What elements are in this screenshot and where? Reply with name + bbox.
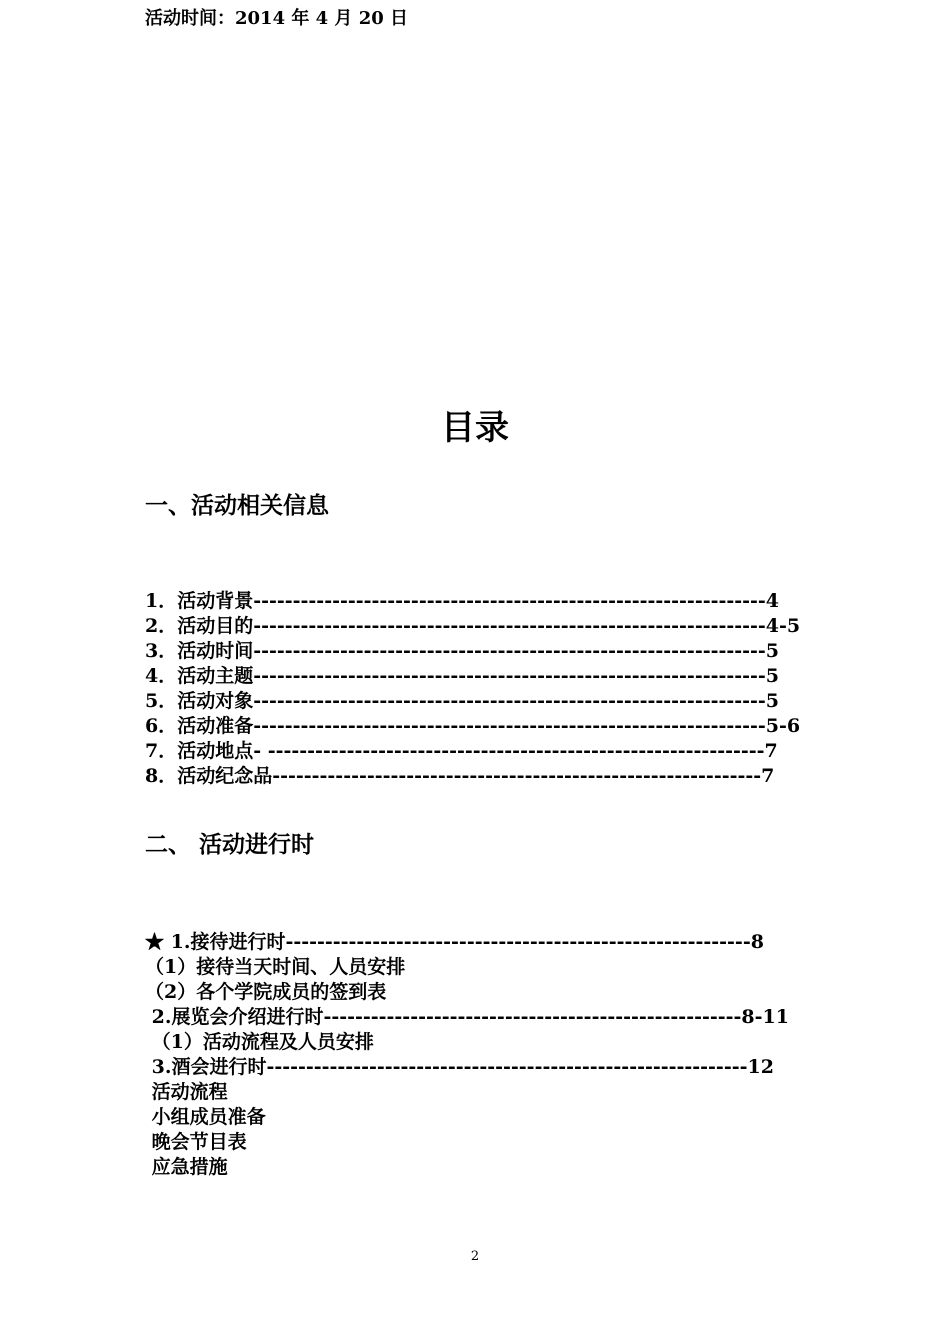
toc-subitem-emergency: 应急措施 bbox=[145, 1156, 228, 1178]
section-heading-activity-info: 一、活动相关信息 bbox=[145, 492, 329, 519]
toc-item-souvenir: 8．活动纪念品--------------------------------------------------------------7 bbox=[145, 765, 775, 787]
toc-item-audience: 5．活动对象-----------------------------------------------------------------5 bbox=[145, 690, 780, 712]
toc-title: 目录 bbox=[441, 408, 509, 448]
toc-item-reception: ★ 1.接待进行时-----------------------------------------------------------8 bbox=[145, 931, 764, 953]
toc-item-purpose: 2．活动目的-----------------------------------------------------------------4-5 bbox=[145, 615, 801, 637]
toc-subitem-team-prep: 小组成员准备 bbox=[145, 1106, 266, 1128]
activity-date-line: 活动时间：2014 年 4 月 20 日 bbox=[145, 8, 409, 29]
toc-subitem-party-flow: 活动流程 bbox=[145, 1081, 228, 1103]
toc-item-exhibition: 2.展览会介绍进行时-----------------------------------------------------8-11 bbox=[145, 1006, 789, 1028]
page-number: 2 bbox=[470, 1249, 480, 1264]
toc-subitem-signin-sheet: （2）各个学院成员的签到表 bbox=[145, 981, 387, 1003]
toc-item-time: 3．活动时间-----------------------------------------------------------------5 bbox=[145, 640, 780, 662]
toc-item-theme: 4．活动主题-----------------------------------------------------------------5 bbox=[145, 665, 780, 687]
toc-subitem-exhibition-flow: （1）活动流程及人员安排 bbox=[145, 1031, 374, 1053]
section-heading-activity-in-progress: 二、 活动进行时 bbox=[145, 831, 315, 858]
toc-subitem-reception-schedule: （1）接待当天时间、人员安排 bbox=[145, 956, 406, 978]
toc-item-background: 1．活动背景-----------------------------------------------------------------4 bbox=[145, 590, 780, 612]
toc-item-location: 7．活动地点- ---------------------------------------------------------------7 bbox=[145, 740, 778, 762]
toc-item-preparation: 6．活动准备-----------------------------------------------------------------5-6 bbox=[145, 715, 801, 737]
toc-item-reception-party: 3.酒会进行时-------------------------------------------------------------12 bbox=[145, 1056, 774, 1078]
toc-subitem-program-list: 晚会节目表 bbox=[145, 1131, 247, 1153]
